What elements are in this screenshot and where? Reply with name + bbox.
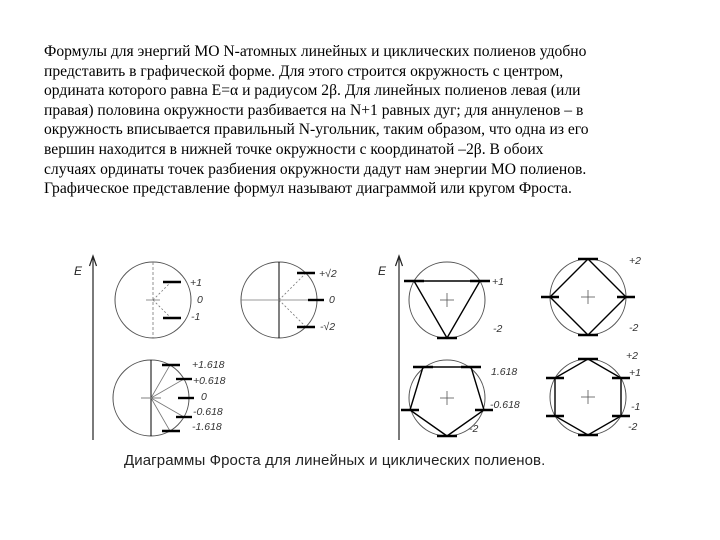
energy-label: +√2 <box>319 268 337 280</box>
energy-label: 0 <box>329 294 335 306</box>
energy-label: -0.618 <box>490 399 520 411</box>
energy-label: -1 <box>191 311 201 323</box>
energy-label: +1 <box>492 276 504 288</box>
energy-label: +0.618 <box>193 375 226 387</box>
energy-label: +2 <box>626 350 638 362</box>
energy-label: -2 <box>493 323 503 335</box>
energy-label: -1 <box>631 401 641 413</box>
figure-caption: Диаграммы Фроста для линейных и циклических полиенов. <box>124 452 546 469</box>
energy-label: -2 <box>628 421 638 433</box>
diagram-linear-n5 <box>113 359 226 436</box>
energy-label: -2 <box>629 322 639 334</box>
energy-label: -√2 <box>320 321 336 333</box>
energy-label: -1.618 <box>192 421 222 433</box>
energy-label: -2 <box>469 423 479 435</box>
energy-axis-linear <box>74 256 97 440</box>
axis-label-e: E <box>378 264 387 278</box>
energy-label: 0 <box>201 391 207 403</box>
diagram-cyclic-n6 <box>546 350 641 435</box>
diagram-cyclic-n5 <box>401 360 520 436</box>
diagram-cyclic-n3 <box>404 262 504 338</box>
diagram-linear-n3 <box>241 262 337 338</box>
energy-label: +1 <box>629 367 641 379</box>
energy-label: +2 <box>629 255 641 267</box>
axis-label-e: E <box>74 264 83 278</box>
energy-label: 0 <box>197 294 203 306</box>
diagram-cyclic-n4 <box>541 255 641 335</box>
diagram-linear-n2 <box>115 262 203 338</box>
energy-label: +1.618 <box>192 359 225 371</box>
energy-label: +1 <box>190 277 202 289</box>
energy-label: -0.618 <box>193 406 223 418</box>
energy-label: 1.618 <box>491 366 518 378</box>
body-paragraph: Формулы для энергий МО N-атомных линейных и циклических полиенов удобно представить в графической форме. Для этого строится окружность с центром, ордината которого равна Е=α и радиусом 2β. Для линейных полиенов левая (или правая) половина окружности разбивается на N+1 равных дуг; для аннуленов – в окружность вписывается правильный N-угольник, таким образом, что одна из его вершин находится в нижней точке окружности с координатой –2β. В обоих случаях ординаты точек разбиения окружности дадут нам энергии МО полиенов. Графическое представление формул называют диаграммой или кругом Фроста. <box>44 43 589 198</box>
energy-axis-cyclic <box>378 256 403 440</box>
